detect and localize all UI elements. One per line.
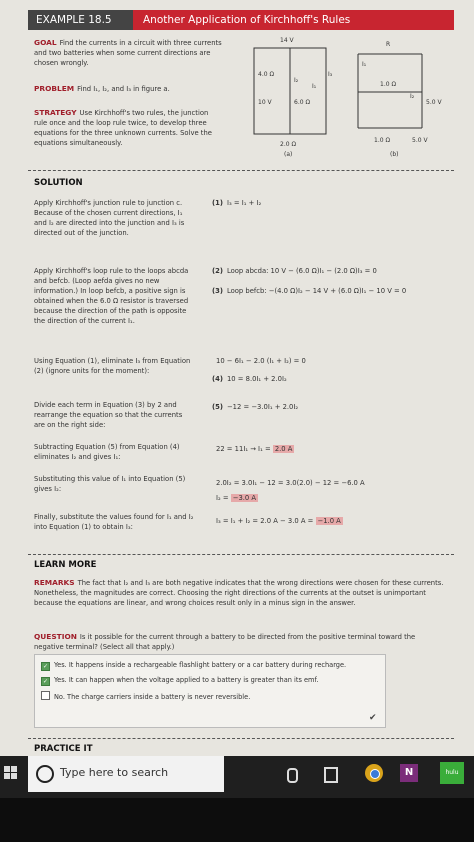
answer-options-panel (34, 654, 386, 728)
fig-a-label-1: 4.0 Ω (258, 71, 275, 78)
practice-heading: PRACTICE IT (34, 744, 93, 754)
eq-text: −12 = −3.0I₁ + 2.0I₂ (226, 403, 299, 411)
example-header (28, 10, 454, 30)
question-text: Is it possible for the current through a battery to be directed from the positive terminal toward the negative terminal? (Select all that apply.) (34, 633, 416, 651)
task-view-icon[interactable] (324, 767, 338, 783)
option-text: Yes. It can happen when the voltage applied to a battery is greater than its emf. (54, 676, 319, 684)
eq-text: 22 = 11I₁ → I₁ = (216, 445, 273, 453)
example-title: Another Application of Kirchhoff's Rules (143, 14, 351, 26)
fig-b-label-2: 5.0 V (426, 99, 442, 106)
strategy-text: Use Kirchhoff's two rules, the junction rule once and the loop rule twice, to develop three equations for the three unknown currents. Solve the equations simultaneously. (34, 109, 212, 147)
microphone-icon[interactable] (287, 768, 298, 783)
step-text: Divide each term in Equation (3) by 2 and rearrange the equation so that the currents are on the right side: (34, 401, 183, 429)
step-text: Finally, substitute the values found for I₁ and I₂ into Equation (1) to obtain I₃: (34, 513, 194, 531)
goal-text: Find the currents in a circuit with three currents and two batteries when some current directions are chosen wrongly. (34, 39, 222, 67)
remarks-block (34, 578, 444, 608)
question-label: QUESTION (34, 632, 77, 641)
eq-text: 2.0I₂ = 3.0I₁ − 12 = 3.0(2.0) − 12 = −6.0 A (216, 479, 365, 487)
answer-option[interactable] (41, 691, 250, 701)
answer-option[interactable] (41, 676, 318, 686)
problem-label: PROBLEM (34, 84, 75, 93)
taskbar (0, 756, 474, 798)
divider (28, 170, 454, 171)
fig-b-label-7: (b) (390, 151, 399, 158)
solution-heading: SOLUTION (34, 178, 83, 188)
fig-b-label-3: 1.0 Ω (374, 137, 391, 144)
problem-text: Find I₁, I₂, and I₃ in figure a. (77, 85, 170, 93)
onenote-icon[interactable]: N (400, 764, 418, 782)
taskbar-search[interactable] (28, 756, 224, 792)
fig-b-label-1: 1.0 Ω (380, 81, 397, 88)
checkbox-checked-icon[interactable]: ✓ (42, 678, 49, 685)
result-highlight: −1.0 A (317, 517, 341, 525)
result-highlight: −3.0 A (232, 494, 257, 502)
divider (28, 554, 454, 555)
eq-text: Loop befcb: −(4.0 Ω)I₂ − 14 V + (6.0 Ω)I₁ − 10 V = 0 (226, 287, 407, 295)
fig-a-label-3: 6.0 Ω (294, 99, 311, 106)
divider (28, 738, 454, 739)
problem-block (34, 84, 222, 94)
eq-text: 10 = 8.0I₁ + 2.0I₂ (226, 375, 287, 383)
search-placeholder: Type here to search (60, 766, 169, 779)
step-text: Apply Kirchhoff's loop rule to the loops abcda and befcb. (Loop aefda gives no new information.) In loop befcb, a positive sign is obtained when the 6.0 Ω resistor is traversed because the direction of the path is opposite the direction of the current I₁. (34, 267, 189, 325)
learn-more-heading: LEARN MORE (34, 560, 97, 570)
fig-b-label-4: 5.0 V (412, 137, 428, 144)
fig-a-label-7: I₃ (328, 71, 333, 78)
step-equation (212, 286, 440, 296)
circuit-figure (240, 32, 454, 162)
result-highlight: 2.0 A (274, 445, 293, 453)
strategy-block (34, 108, 222, 148)
fig-a-label-4: 2.0 Ω (280, 141, 297, 148)
fig-a-label-8: (a) (284, 151, 293, 158)
eq-number: (2) (212, 267, 223, 275)
remarks-label: REMARKS (34, 578, 75, 587)
eq-text: I₃ = I₁ + I₂ = 2.0 A − 3.0 A = (216, 517, 316, 525)
goal-label: GOAL (34, 38, 57, 47)
fig-b-label-0: R (386, 41, 391, 48)
windows-icon[interactable] (4, 766, 18, 780)
checkmark-icon[interactable]: ✔ (369, 713, 377, 723)
step-equation (212, 516, 452, 526)
hulu-icon[interactable]: hulu (440, 762, 464, 784)
eq-number: (5) (212, 403, 223, 411)
eq-number: (4) (212, 375, 223, 383)
step-equation (212, 266, 452, 276)
step-equation (212, 356, 452, 366)
option-text: No. The charge carriers inside a battery is never reversible. (54, 693, 251, 701)
answer-option[interactable] (41, 661, 346, 671)
eq-text: 10 − 6I₁ − 2.0 (I₁ + I₂) = 0 (216, 357, 306, 365)
chrome-icon[interactable] (365, 764, 383, 782)
eq-number: (1) (212, 199, 223, 207)
goal-block (34, 38, 222, 68)
fig-a-label-0: 14 V (280, 37, 294, 44)
step-equation (212, 478, 452, 488)
screen-bezel (0, 798, 474, 842)
step-text: Using Equation (1), eliminate I₃ from Equation (2) (ignore units for the moment): (34, 357, 191, 375)
remarks-text: The fact that I₂ and I₃ are both negative indicates that the wrong directions were chosen for these currents. Nonetheless, the magnitudes are correct. Choosing the right directions of the currents at the outset is unimportant because the equations are linear, and wrong choices result only in a minus sign in the answer. (34, 579, 444, 607)
eq-text: I₃ = I₁ + I₂ (226, 199, 262, 207)
eq-text: I₂ = (216, 494, 231, 502)
fig-b-label-6: I₂ (410, 93, 415, 100)
step-equation (212, 493, 452, 503)
step-equation (212, 198, 452, 208)
strategy-label: STRATEGY (34, 108, 77, 117)
eq-text: Loop abcda: 10 V − (6.0 Ω)I₁ − (2.0 Ω)I₃ = 0 (226, 267, 377, 275)
search-circle-icon (36, 765, 54, 783)
step-text: Apply Kirchhoff's junction rule to junction c. Because of the chosen current directions, I₁ and I₂ are directed into the junction and I₃ is directed out of the junction. (34, 199, 185, 237)
question-block (34, 632, 444, 652)
fig-b-label-5: I₁ (362, 61, 367, 68)
step-equation (212, 374, 452, 384)
eq-number: (3) (212, 287, 223, 295)
option-text: Yes. It happens inside a rechargeable flashlight battery or a car battery during recharge. (54, 661, 347, 669)
checkbox-icon[interactable] (41, 691, 50, 700)
step-text: Subtracting Equation (5) from Equation (4) eliminates I₂ and gives I₁: (34, 443, 180, 461)
step-equation (212, 402, 452, 412)
fig-a-label-5: I₁ (312, 83, 317, 90)
step-text: Substituting this value of I₁ into Equation (5) gives I₂: (34, 475, 186, 493)
checkbox-checked-icon[interactable]: ✓ (42, 663, 49, 670)
fig-a-label-6: I₂ (294, 77, 299, 84)
fig-a-label-2: 10 V (258, 99, 272, 106)
example-number: EXAMPLE 18.5 (28, 10, 133, 30)
step-equation (212, 444, 452, 454)
